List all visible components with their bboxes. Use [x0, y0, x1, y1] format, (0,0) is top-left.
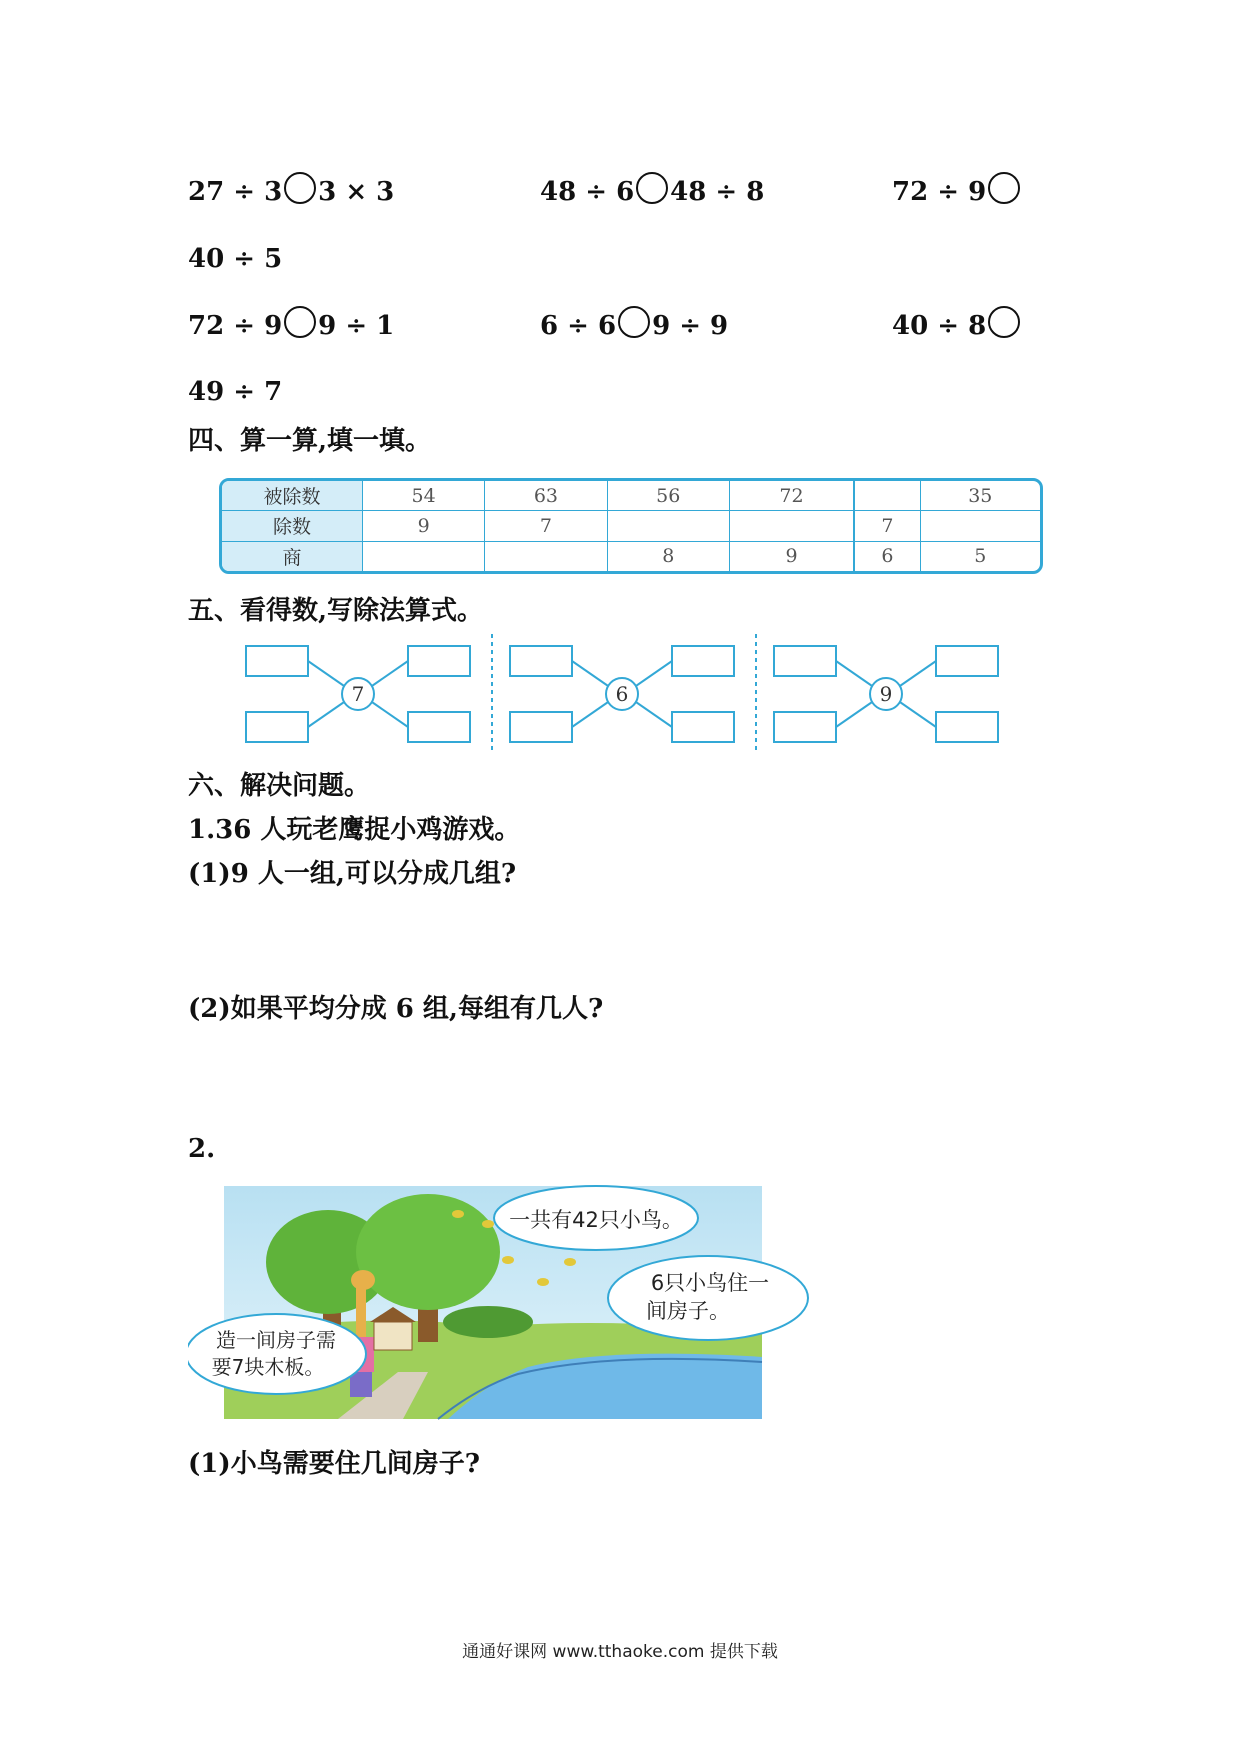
svg-text:造一间房子需: 造一间房子需: [216, 1328, 336, 1352]
question-1: 1.36 人玩老鹰捉小鸡游戏。: [188, 815, 521, 845]
table-cell[interactable]: [729, 511, 854, 541]
table-cell[interactable]: 63: [485, 481, 607, 511]
division-webs: [240, 630, 1010, 760]
question-2: 2.: [188, 1134, 216, 1164]
answer-box[interactable]: [408, 646, 470, 676]
section-4-title: 四、算一算,填一填。: [188, 426, 432, 456]
question-1b: (2)如果平均分成 6 组,每组有几人?: [188, 994, 604, 1024]
answer-box[interactable]: [510, 712, 572, 742]
answer-box[interactable]: [774, 712, 836, 742]
division-table: [219, 478, 1043, 574]
compare-4: 72 ÷ 9 9 ÷ 1: [188, 310, 394, 342]
table-cell[interactable]: [854, 481, 920, 511]
table-cell[interactable]: 8: [607, 541, 729, 571]
center-number: 6: [615, 682, 629, 706]
birdhouse-icon: [374, 1322, 412, 1350]
speech-bubble: [608, 1256, 808, 1340]
row-label: 除数: [222, 511, 363, 541]
table-cell[interactable]: 5: [920, 541, 1040, 571]
table-cell[interactable]: 7: [485, 511, 607, 541]
footer-text: 通通好课网 www.tthaoke.com 提供下载: [462, 1642, 778, 1662]
compare-circle[interactable]: [618, 306, 650, 338]
compare-1: 27 ÷ 3 3 × 3: [188, 176, 394, 208]
answer-box[interactable]: [246, 712, 308, 742]
answer-box[interactable]: [936, 646, 998, 676]
giraffe-icon: [356, 1282, 366, 1342]
compare-2: 48 ÷ 6 48 ÷ 8: [540, 176, 764, 208]
center-number: 7: [351, 682, 365, 706]
answer-box[interactable]: [672, 712, 734, 742]
compare-5: 6 ÷ 6 9 ÷ 9: [540, 310, 728, 342]
compare-6: 40 ÷ 8: [892, 310, 1022, 342]
answer-box[interactable]: [774, 646, 836, 676]
answer-box[interactable]: [408, 712, 470, 742]
row-label: 商: [222, 541, 363, 571]
compare-circle[interactable]: [988, 172, 1020, 204]
table-cell[interactable]: 56: [607, 481, 729, 511]
question-2a: (1)小鸟需要住几间房子?: [188, 1449, 480, 1479]
compare-circle[interactable]: [284, 172, 316, 204]
table-row: [222, 481, 1040, 511]
svg-text:6只小鸟住一: 6只小鸟住一: [650, 1271, 770, 1295]
table-cell[interactable]: 54: [363, 481, 485, 511]
table-cell[interactable]: 9: [729, 541, 854, 571]
tree-icon: [356, 1194, 500, 1310]
table-row: [222, 541, 1040, 571]
table-cell[interactable]: [485, 541, 607, 571]
compare-circle[interactable]: [284, 306, 316, 338]
table-cell[interactable]: 72: [729, 481, 854, 511]
compare-6-cont: 49 ÷ 7: [188, 377, 283, 407]
table-cell[interactable]: [607, 511, 729, 541]
section-5-title: 五、看得数,写除法算式。: [188, 596, 484, 626]
table-cell[interactable]: [363, 541, 485, 571]
svg-text:一共有42只小鸟。: 一共有42只小鸟。: [509, 1208, 683, 1232]
answer-box[interactable]: [246, 646, 308, 676]
table-cell[interactable]: 9: [363, 511, 485, 541]
speech-bubble: [188, 1314, 366, 1394]
table-row: [222, 511, 1040, 541]
compare-circle[interactable]: [636, 172, 668, 204]
svg-text:间房子。: 间房子。: [646, 1299, 730, 1323]
center-number: 9: [879, 682, 893, 706]
answer-box[interactable]: [510, 646, 572, 676]
table-cell[interactable]: 6: [854, 541, 920, 571]
answer-box[interactable]: [936, 712, 998, 742]
table-cell[interactable]: [920, 511, 1040, 541]
table-cell[interactable]: 35: [920, 481, 1040, 511]
row-label: 被除数: [222, 481, 363, 511]
table-cell[interactable]: 7: [854, 511, 920, 541]
compare-3-cont: 40 ÷ 5: [188, 244, 283, 274]
scene-illustration: [188, 1182, 813, 1422]
question-1a: (1)9 人一组,可以分成几组?: [188, 859, 517, 889]
answer-box[interactable]: [672, 646, 734, 676]
compare-circle[interactable]: [988, 306, 1020, 338]
svg-text:要7块木板。: 要7块木板。: [211, 1355, 325, 1379]
compare-3: 72 ÷ 9: [892, 176, 1022, 208]
section-6-title: 六、解决问题。: [188, 771, 371, 801]
